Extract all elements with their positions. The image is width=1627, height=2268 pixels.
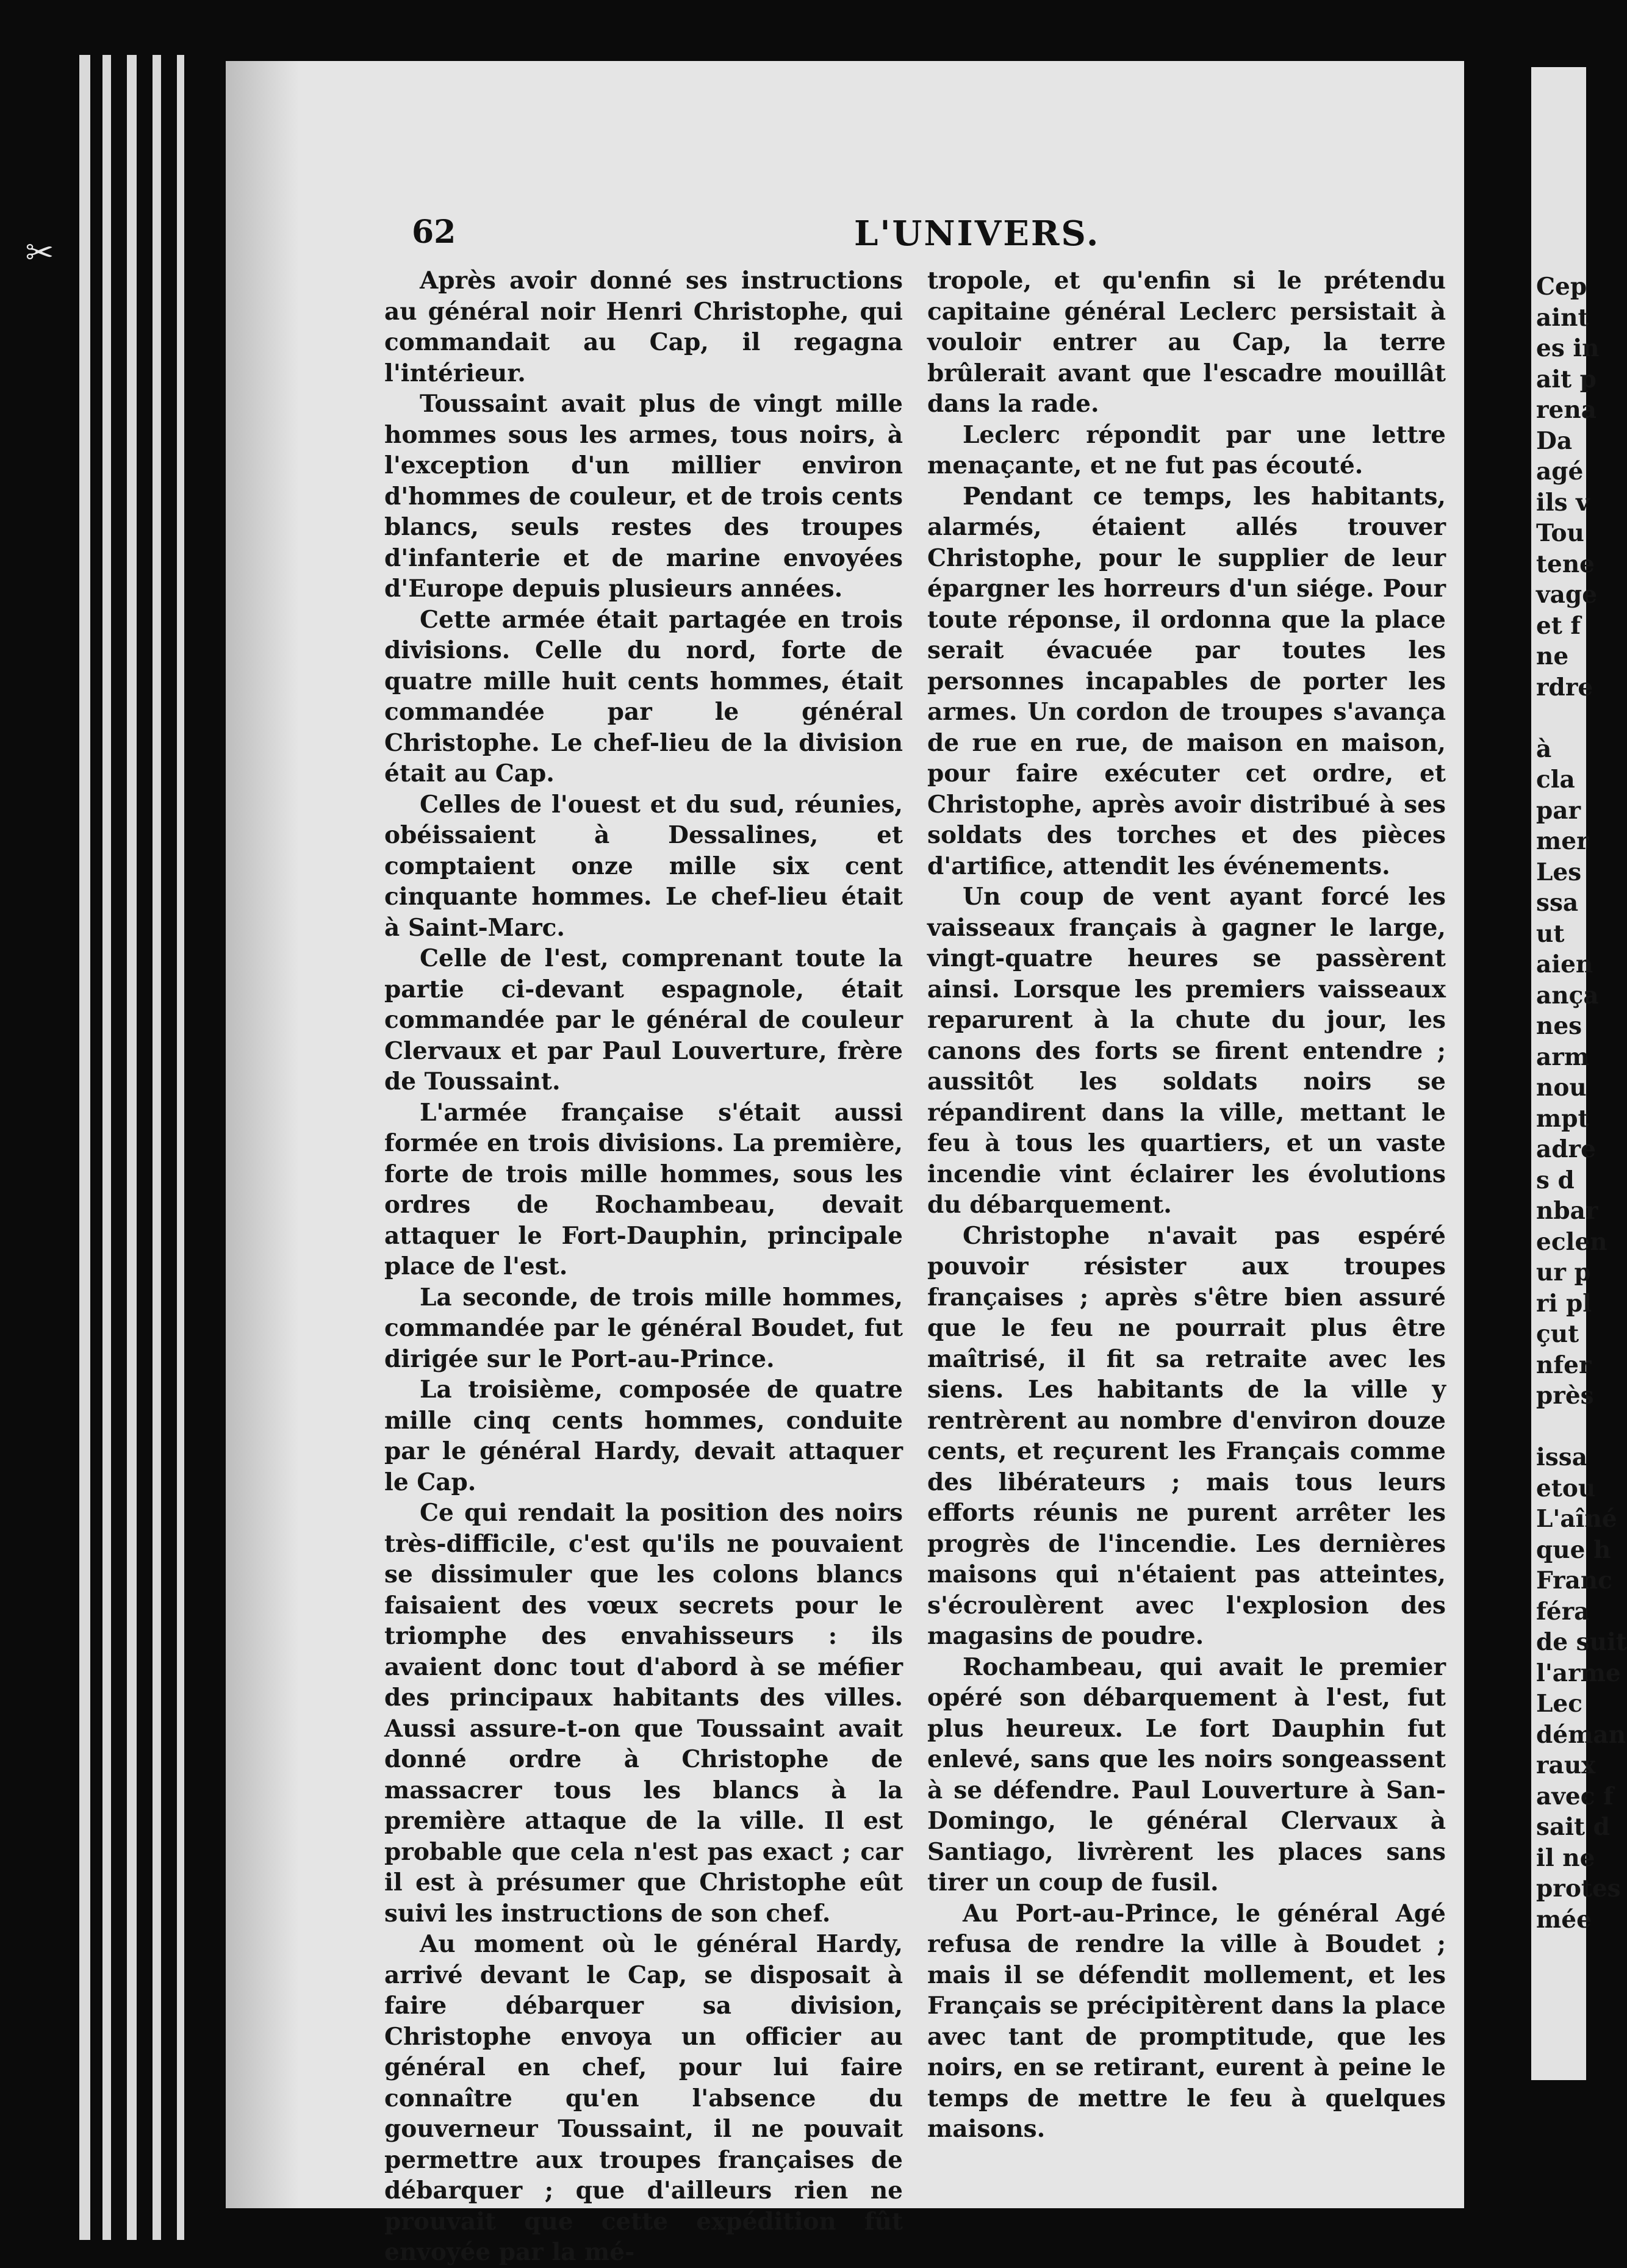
- paragraph: Cette armée était partagée en trois divisions. Celle du nord, forte de quatre mille huit cents hommes, était commandée par le général Christophe. Le chef-lieu de la division était au Cap.: [384, 605, 903, 788]
- binding-edge: [102, 55, 111, 2240]
- paragraph: Celle de l'est, comprenant toute la partie ci-devant espagnole, était commandée par le général de couleur Clervaux et par Paul Louverture, frère de Toussaint.: [384, 944, 903, 1096]
- binding-edge: [153, 55, 161, 2240]
- next-page-edge: [1531, 67, 1627, 2080]
- paragraph: Un coup de vent ayant forcé les vaisseaux français à gagner le large, vingt-quatre heures se passèrent ainsi. Lorsque les premiers vaisseaux reparurent à la chute du jour, les canons des forts se firent entendre ; aussitôt les soldats noirs se répandirent dans la ville, mettant le feu à tous les quartiers, et un vaste incendie vint éclairer les évolutions du débarquement.: [927, 883, 1446, 1219]
- paragraph: Leclerc répondit par une lettre menaçante, et ne fut pas écouté.: [927, 420, 1446, 479]
- left-column: [384, 265, 903, 2268]
- paragraph: Au moment où le général Hardy, arrivé devant le Cap, se disposait à faire débarquer sa division, Christophe envoya un officier au général en chef, pour lui faire connaître qu'en l'absence du gouverneur Toussaint, il ne pouvait permettre aux troupes françaises de débarquer ; que d'ailleurs rien ne prouvait que cette expédition fût envoyée par la mé-: [384, 1930, 903, 2266]
- paragraph: tropole, et qu'enfin si le prétendu capitaine général Leclerc persistait à vouloir entrer au Cap, la terre brûlerait avant que l'escadre mouillât dans la rade.: [927, 267, 1446, 418]
- page-number: 62: [412, 214, 456, 251]
- paragraph: Celles de l'ouest et du sud, réunies, obéissaient à Dessalines, et comptaient onze mille six cent cinquante hommes. Le chef-lieu était à Saint-Marc.: [384, 790, 903, 942]
- next-page-text-fragment: Cep aint es in ait p rena Da agé ils v Tou tene vage et f ne rdre à cla par mer Les ssa ut aien ança nes arm nou mpt adre s d nbar eclen ur p ri pl çut nfer près issa etou L'aîné que h Franc féra de suit l'arme Lec déman raux avec f sait d il ne protes mée: [1536, 273, 1627, 1934]
- paragraph: Rochambeau, qui avait le premier opéré son débarquement à l'est, fut plus heureux. Le fort Dauphin fut enlevé, sans que les noirs songeassent à se défendre. Paul Louverture à San-Domingo, le général Clervaux à Santiago, livrèrent les places sans tirer un coup de fusil.: [927, 1653, 1446, 1897]
- binding-edge: [79, 55, 90, 2240]
- binding-edge: [177, 55, 184, 2240]
- paragraph: Toussaint avait plus de vingt mille hommes sous les armes, tous noirs, à l'exception d'un millier environ d'hommes de couleur, et de trois cents blancs, seuls restes des troupes d'infanterie et de marine envoyées d'Europe depuis plusieurs années.: [384, 390, 903, 603]
- paragraph: Pendant ce temps, les habitants, alarmés, étaient allés trouver Christophe, pour le supplier de leur épargner les horreurs d'un siége. Pour toute réponse, il ordonna que la place serait évacuée par toutes les personnes incapables de porter les armes. Un cordon de troupes s'avança de rue en rue, de maison en maison, pour faire exécuter cet ordre, et Christophe, après avoir distribué à ses soldats des torches et des pièces d'artifice, attendit les événements.: [927, 482, 1446, 880]
- paragraph: Au Port-au-Prince, le général Agé refusa de rendre la ville à Boudet ; mais il se défendit mollement, et les Français se précipitèrent dans la place avec tant de promptitude, que les noirs, en se retirant, eurent à peine le temps de mettre le feu à quelques maisons.: [927, 1899, 1446, 2143]
- right-column: [927, 265, 1446, 2145]
- paragraph: La seconde, de trois mille hommes, commandée par le général Boudet, fut dirigée sur le Port-au-Prince.: [384, 1283, 903, 1373]
- scan-mark-icon: ✂: [25, 233, 54, 273]
- book-page: [226, 61, 1464, 2266]
- binding-edge: [127, 55, 137, 2240]
- paragraph: Ce qui rendait la position des noirs très-difficile, c'est qu'ils ne pouvaient se dissimuler que les colons blancs faisaient des vœux secrets pour le triomphe des envahisseurs : ils avaient donc tout d'abord à se méfier des principaux habitants des villes. Aussi assure-t-on que Toussaint avait donné ordre à Christophe de massacrer tous les blancs à la première attaque de la ville. Il est probable que cela n'est pas exact ; car il est à présumer que Christophe eût suivi les instructions de son chef.: [384, 1499, 903, 1928]
- paragraph: La troisième, composée de quatre mille cinq cents hommes, conduite par le général Hardy, devait attaquer le Cap.: [384, 1376, 903, 1496]
- paragraph: Christophe n'avait pas espéré pouvoir résister aux troupes françaises ; après s'être bien assuré que le feu ne pourrait plus être maîtrisé, il fit sa retraite avec les siens. Les habitants de la ville y rentrèrent au nombre d'environ douze cents, et reçurent les Français comme des libérateurs ; mais tous leurs efforts réunis ne purent arrêter les progrès de l'incendie. Les dernières maisons qui n'étaient pas atteintes, s'écroulèrent avec l'explosion des magasins de poudre.: [927, 1221, 1446, 1650]
- running-title: L'UNIVERS.: [854, 214, 1101, 254]
- page-header: [226, 214, 1464, 262]
- paragraph: Après avoir donné ses instructions au général noir Henri Christophe, qui commandait au Cap, il regagna l'intérieur.: [384, 267, 903, 387]
- paragraph: L'armée française s'était aussi formée en trois divisions. La première, forte de trois mille hommes, sous les ordres de Rochambeau, devait attaquer le Fort-Dauphin, principale place de l'est.: [384, 1098, 903, 1280]
